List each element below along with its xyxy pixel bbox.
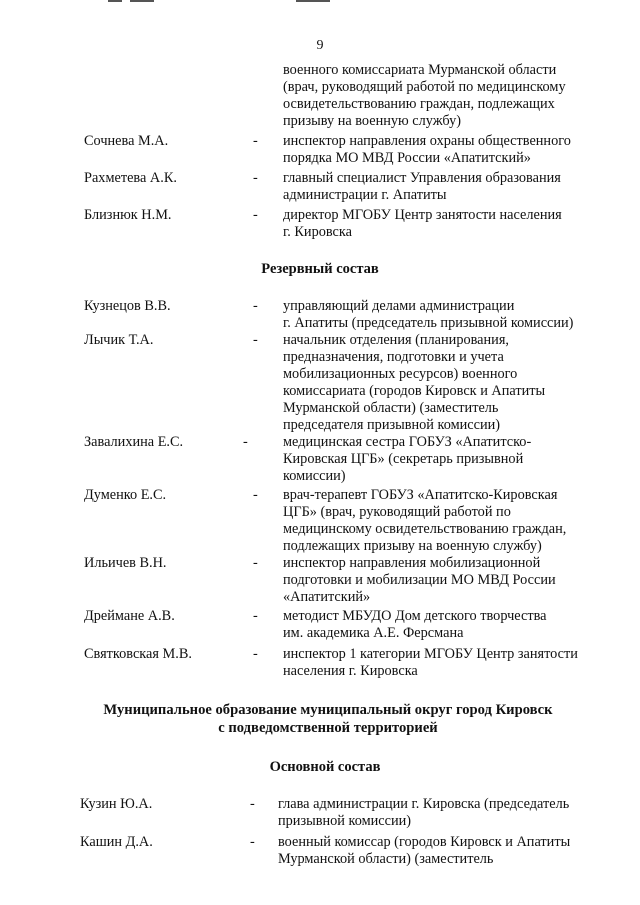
member-name: Думенко Е.С. bbox=[84, 487, 167, 503]
member-entry bbox=[0, 608, 640, 642]
entry-dash: - bbox=[243, 434, 248, 450]
main-heading: Основной состав bbox=[269, 759, 381, 775]
member-name: Рахметева А.К. bbox=[84, 170, 177, 186]
member-entry bbox=[0, 646, 640, 680]
member-name: Завалихина Е.С. bbox=[84, 434, 184, 450]
entry-dash: - bbox=[253, 555, 258, 571]
entry-description: управляющий делами администрации г. Апатиты (председатель призывной комиссии) bbox=[283, 298, 574, 331]
entry-description: инспектор направления мобилизационной подготовки и мобилизации МО МВД России «Апатитский» bbox=[283, 555, 556, 605]
entry-description: глава администрации г. Кировска (председатель призывной комиссии) bbox=[278, 796, 570, 829]
entry-description: инспектор 1 категории МГОБУ Центр занятости населения г. Кировска bbox=[283, 646, 578, 679]
member-entry bbox=[0, 434, 640, 485]
member-entry bbox=[0, 796, 640, 830]
reserve-heading: Резервный состав bbox=[261, 261, 379, 277]
municipality-heading: Муниципальное образование муниципальный округ город Кировск с подведомственной территорией bbox=[103, 702, 553, 736]
entry-description: методист МБУДО Дом детского творчества им. академика А.Е. Ферсмана bbox=[283, 608, 547, 641]
entry-dash: - bbox=[253, 332, 258, 348]
entry-dash: - bbox=[253, 207, 258, 223]
member-name: Кузнецов В.В. bbox=[84, 298, 171, 314]
entry-dash: - bbox=[253, 170, 258, 186]
entry-description: главный специалист Управления образования администрации г. Апатиты bbox=[283, 170, 561, 203]
entry-description: врач-терапевт ГОБУЗ «Апатитско-Кировская ЦГБ» (врач, руководящий работой по медицинскому освидетельствованию граждан, подлежащих призыву на военную службу) bbox=[283, 487, 567, 554]
entry-dash: - bbox=[250, 796, 255, 812]
entry-description: директор МГОБУ Центр занятости населения г. Кировска bbox=[283, 207, 562, 240]
member-name: Дреймане А.В. bbox=[84, 608, 175, 624]
member-entry bbox=[0, 555, 640, 606]
member-entry bbox=[0, 207, 640, 241]
continuation-entry bbox=[0, 62, 640, 130]
document-body bbox=[0, 62, 640, 868]
entry-dash: - bbox=[253, 487, 258, 503]
entry-dash: - bbox=[253, 646, 258, 662]
member-name: Близнюк Н.М. bbox=[84, 207, 172, 223]
member-entry bbox=[0, 298, 640, 332]
member-name: Кузин Ю.А. bbox=[80, 796, 153, 812]
entry-description: инспектор направления охраны общественного порядка МО МВД России «Апатитский» bbox=[283, 133, 571, 166]
entry-description: медицинская сестра ГОБУЗ «Апатитско- Кировская ЦГБ» (секретарь призывной комиссии) bbox=[283, 434, 532, 484]
member-name: Сочнева М.А. bbox=[84, 133, 169, 149]
entry-dash: - bbox=[253, 298, 258, 314]
member-entry bbox=[0, 834, 640, 868]
member-name: Ильичев В.Н. bbox=[84, 555, 167, 571]
page-number: 9 bbox=[316, 38, 324, 53]
member-entry bbox=[0, 487, 640, 555]
member-entry bbox=[0, 170, 640, 204]
entry-dash: - bbox=[253, 608, 258, 624]
entry-dash: - bbox=[253, 133, 258, 149]
member-entry bbox=[0, 332, 640, 434]
entry-dash: - bbox=[250, 834, 255, 850]
member-entry bbox=[0, 133, 640, 167]
member-name: Святковская М.В. bbox=[84, 646, 192, 662]
entry-description: военного комиссариата Мурманской области (врач, руководящий работой по медицинскому освидетельствованию граждан, подлежащих призыву на военную службу) bbox=[283, 62, 566, 129]
member-name: Лычик Т.А. bbox=[84, 332, 154, 348]
member-name: Кашин Д.А. bbox=[80, 834, 153, 850]
entry-description: начальник отделения (планирования, предназначения, подготовки и учета мобилизационных ресурсов) военного комиссариата (городов Кировск и Апатиты Мурманской области) (заместитель председателя призывной комиссии) bbox=[283, 332, 546, 433]
top-edge-marks bbox=[0, 0, 640, 4]
entry-description: военный комиссар (городов Кировск и Апатиты Мурманской области) (заместитель bbox=[278, 834, 571, 867]
